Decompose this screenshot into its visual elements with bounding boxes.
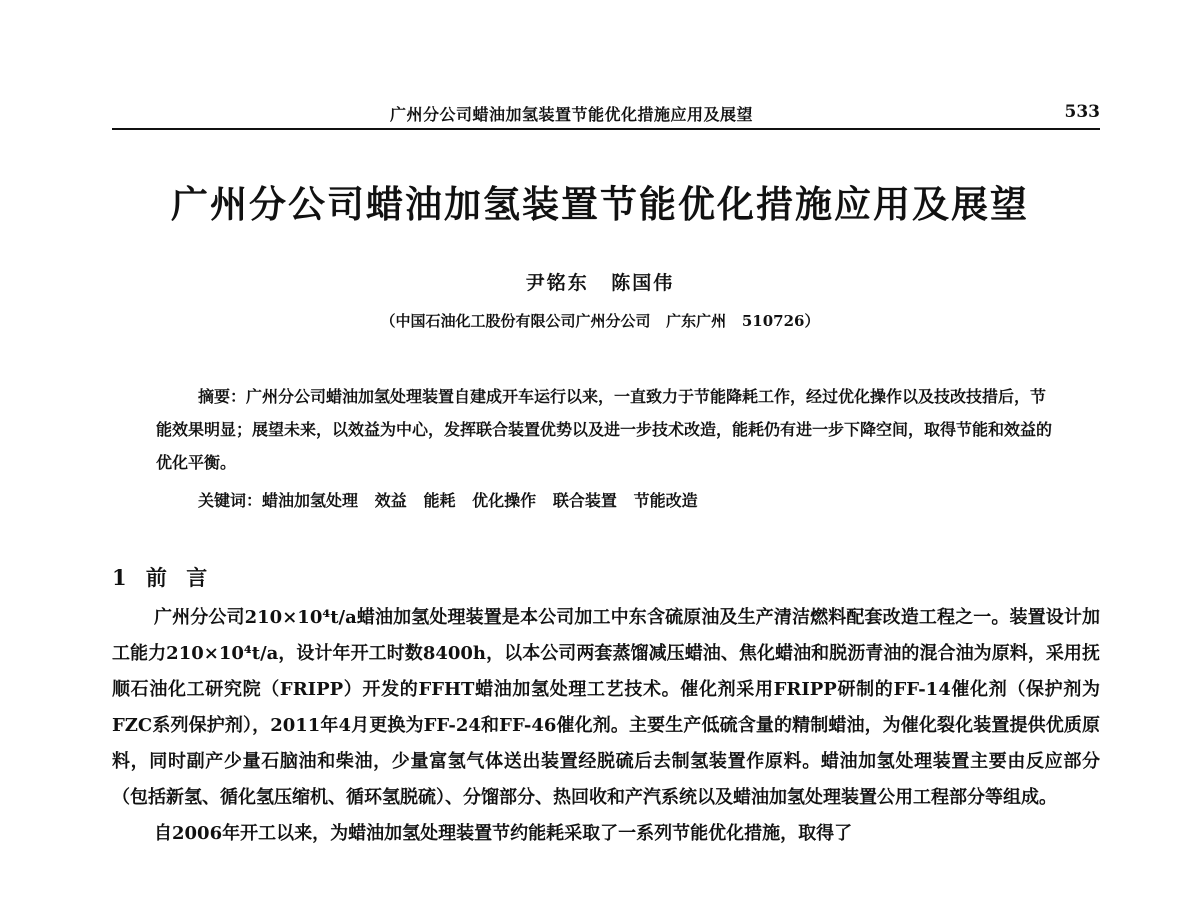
page-number: 533: [1064, 102, 1100, 122]
paper-title: 广州分公司蜡油加氢装置节能优化措施应用及展望: [171, 183, 1029, 226]
keywords-label: 关键词：: [198, 491, 263, 510]
running-header: [112, 100, 1100, 130]
abstract: [156, 380, 1056, 479]
abstract-label: 摘要：: [198, 387, 247, 406]
keywords: [198, 488, 698, 511]
abstract-paragraph: [156, 380, 1056, 479]
section-body: [112, 600, 1100, 852]
affiliation: （中国石油化工股份有限公司广州分公司 广东广州 510726）: [380, 312, 820, 330]
section-heading: 1 前 言: [112, 565, 214, 590]
body-paragraph-cut: 自2006年开工以来，为蜡油加氢处理装置节约能耗采取了一系列节能优化措施，取得了: [154, 823, 853, 844]
authors: 尹铭东 陈国伟: [525, 272, 675, 294]
abstract-text: 广州分公司蜡油加氢处理装置自建成开车运行以来，一直致力于节能降耗工作，经过优化操作以及技改技措后，节能效果明显；展望未来，以效益为中心，发挥联合装置优势以及进一步技术改造，能耗仍有进一步下降空间，取得节能和效益的优化平衡。: [156, 387, 1053, 472]
body-paragraph: 广州分公司210×10⁴t/a蜡油加氢处理装置是本公司加工中东含硫原油及生产清洁燃料配套改造工程之一。装置设计加工能力210×10⁴t/a，设计年开工时数8400h，以本公司两套蒸馏减压蜡油、焦化蜡油和脱沥青油的混合油为原料，采用抚顺石油化工研究院（FRIPP）开发的FFHT蜡油加氢处理工艺技术。催化剂采用FRIPP研制的FF-14催化剂（保护剂为FZC系列保护剂），2011年4月更换为FF-24和FF-46催化剂。主要生产低硫含量的精制蜡油，为催化裂化装置提供优质原料，同时副产少量石脑油和柴油，少量富氢气体送出装置经脱硫后去制氢装置作原料。蜡油加氢处理装置主要由反应部分（包括新氢、循化氢压缩机、循环氢脱硫）、分馏部分、热回收和产汽系统以及蜡油加氢处理装置公用工程部分等组成。: [112, 607, 1100, 808]
keywords-text: 蜡油加氢处理 效益 能耗 优化操作 联合装置 节能改造: [262, 491, 698, 510]
running-title: 广州分公司蜡油加氢装置节能优化措施应用及展望: [390, 105, 754, 124]
